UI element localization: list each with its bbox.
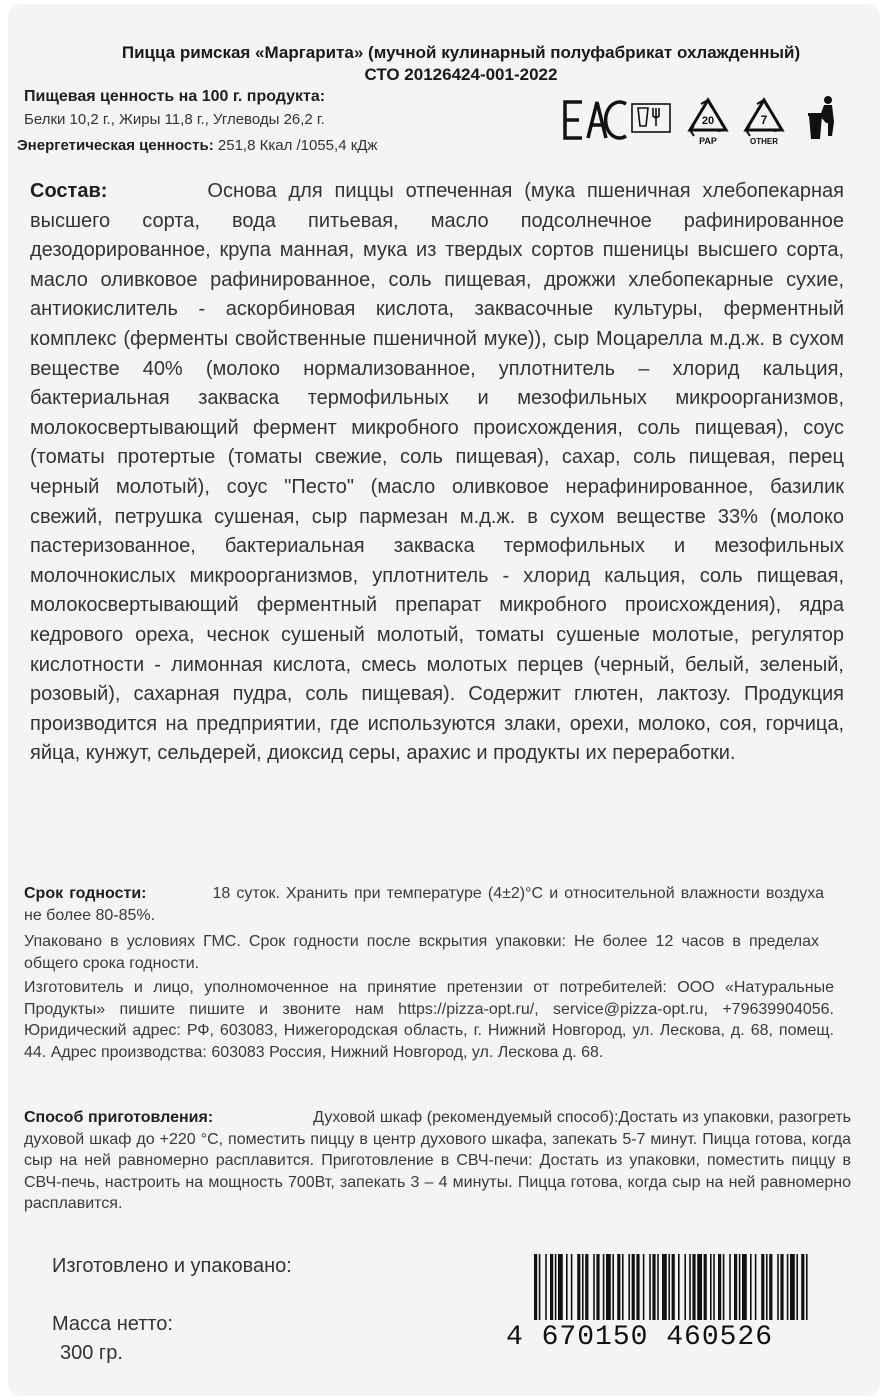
barcode-bar [545,1254,547,1320]
pap-label: PAP [699,136,717,146]
barcode-bar [755,1254,757,1320]
barcode-bar [710,1254,712,1320]
barcode-bar [550,1254,553,1320]
barcode-bar [718,1254,721,1320]
barcode-bar [761,1254,764,1320]
certification-symbols [560,92,850,148]
barcode-bar [539,1254,541,1320]
net-mass-value: 300 гр. [60,1342,123,1364]
barcode-bar [672,1254,675,1320]
preparation-heading: Способ приготовления: [24,1109,214,1126]
nutrition-values: Белки 10,2 г., Жиры 11,8 г., Углеводы 26,2 г. [24,111,325,128]
recycle-pap-icon [690,100,726,146]
barcode-bar [796,1254,798,1320]
barcode-bar [593,1254,595,1320]
composition-heading: Состав: [30,180,108,202]
barcode-bar [571,1254,573,1320]
barcode-bar [787,1254,789,1320]
barcode-bar [606,1254,611,1320]
shelf-life-text: 18 суток. Хранить при температуре (4±2)°С и относительной влажности воздуха не более 80-85%. [24,885,824,924]
other-label: OTHER [750,137,778,146]
barcode-bar [742,1254,747,1320]
product-title: Пицца римская «Маргарита» (мучной кулинарный полуфабрикат охлажденный) [121,43,801,62]
barcode-bar [628,1254,630,1320]
barcode-bar [558,1254,563,1320]
barcode-bar [612,1254,614,1320]
manufacturer-text: Изготовитель и лицо, уполномоченное на принятие претензии от потребителей: ООО «Натуральные Продукты» пишите пишите и звоните нам https://pizza-opt.ru/, service@pizza-opt.ru, +79639904056. Юридический адрес: РФ, 603083, Нижегородская область, г. Нижний Новгород, ул. Лескова, д. 68, помещ. 44. Адрес производства: 603083 Россия, Нижний Новгород, ул. Лескова д. 68. [24,979,834,1061]
barcode-bar [750,1254,752,1320]
barcode-bar [766,1254,768,1320]
composition-text: Основа для пиццы отпеченная (мука пшеничная хлебопекарная высшего сорта, вода питьевая, масло подсолнечное рафинированное дезодорированное, крупа манная, мука из твердых сортов пшеницы высшего сорта, масло оливковое рафинированное, соль пищевая, дрожжи хлебопекарные сухие, антиокислитель - аскорбиновая кислота, заквасочные культуры, ферментный комплекс (ферменты свойственные пшеничной муке)), сыр Моцарелла м.д.ж. в сухом веществе 40% (молоко нормализованное, уплотнитель – хлорид кальция, бактериальная закваска термофильных и мезофильных микроорганизмов, молокосвертывающий фермент микробного происхождения, соль пищевая), соус (томаты протертые (томаты свежие, соль пищевая), сахар, соль пищевая, перец черный молотый), соус "Песто" (масло оливковое нерафинированное, базилик свежий, петрушка сушеная, сыр пармезан м.д.ж. в сухом веществе 33% (молоко пастеризованное, бактериальная закваска термофильных и мезофильных молочнокислых микроорганизмов, уплотнитель - хлорид кальция, соль пищевая, молокосвертывающий ферментный препарат микробного происхождения), ядра кедрового ореха, чеснок сушеный молотый, томаты сушеные молотые, регулятор кислотности - лимонная кислота, смесь молотых перцев (черный, белый, зеленый, розовый), сахарная пудра, соль пищевая). Содержит глютен, лактозу. Продукция производится на предприятии, где используются злаки, орехи, молоко, соя, горчица, яйца, кунжут, сельдерей, диоксид серы, арахис и продукты их переработки. [30,180,844,765]
packaging-text: Упаковано в условиях ГМС. Срок годности после вскрытия упаковки: Не более 12 часов в пределах общего срока годности. [24,933,819,972]
other-code: 7 [760,113,768,127]
barcode-bar [780,1254,783,1320]
barcode-bar [662,1254,667,1320]
barcode-bar [617,1254,620,1320]
nutrition-heading: Пищевая ценность на 100 г. продукта: [24,88,326,105]
food-contact-icon [632,104,670,132]
barcode-bar [734,1254,737,1320]
barcode-bar [555,1254,557,1320]
symbols-svg [560,92,850,148]
barcode-bars [532,1254,812,1320]
barcode-bar [704,1254,707,1320]
barcode-bar [684,1254,686,1320]
barcode-bar [603,1254,605,1320]
barcode-bar [689,1254,691,1320]
energy-label: Энергетическая ценность: [17,137,214,154]
shelf-life-section [24,883,824,926]
preparation-text: Духовой шкаф (рекомендуемый способ):Достать из упаковки, разогреть духовой шкаф до +220 °С, поместить пиццу в центр духового шкафа, запекать 5-7 минут. Пицца готова, когда сыр на ней равномерно расплавится. Приготовление в СВЧ-печи: Достать из упаковки, поместить пиццу в СВЧ-печь, настроить на мощность 700Вт, запекать 3 – 4 минуты. Пицца готова, когда сыр на ней равномерно расплавится. [24,1109,852,1212]
barcode-bar [636,1254,639,1320]
barcode [532,1254,812,1320]
barcode-bar [577,1254,580,1320]
barcode-bar [657,1254,659,1320]
barcode-bar [692,1254,695,1320]
barcode-bar [652,1254,655,1320]
barcode-bar [769,1254,772,1320]
barcode-bar [585,1254,588,1320]
composition-section [30,177,844,769]
manufactured-label: Изготовлено и упаковано: [52,1255,292,1277]
barcode-bar [806,1254,808,1320]
barcode-bar [713,1254,715,1320]
barcode-bar [739,1254,741,1320]
tidyman-icon [808,96,834,139]
net-mass-label: Масса нетто: [52,1313,173,1335]
barcode-bar [678,1254,680,1320]
barcode-bar [668,1254,670,1320]
preparation-section [24,1107,851,1215]
barcode-bar [566,1254,568,1320]
shelf-life-heading: Срок годности: [24,885,147,902]
pap-code: 20 [701,115,715,127]
energy-value: 251,8 Ккал /1055,4 кДж [217,137,378,154]
barcode-number: 4 670150 460526 [506,1322,774,1353]
barcode-bar [582,1254,584,1320]
barcode-bar [777,1254,779,1320]
recycle-other-icon [746,100,782,146]
barcode-bar [534,1254,537,1320]
barcode-bar [697,1254,702,1320]
energy-row [17,137,377,154]
eac-mark-icon [565,102,626,138]
barcode-bar [622,1254,624,1320]
barcode-bar [723,1254,725,1320]
barcode-bar [801,1254,804,1320]
product-standard: СТО 20126424-001-2022 [364,65,558,84]
barcode-bar [596,1254,599,1320]
barcode-bar [649,1254,651,1320]
barcode-bar [632,1254,635,1320]
barcode-bar [790,1254,795,1320]
barcode-bar [643,1254,645,1320]
barcode-bar [729,1254,731,1320]
